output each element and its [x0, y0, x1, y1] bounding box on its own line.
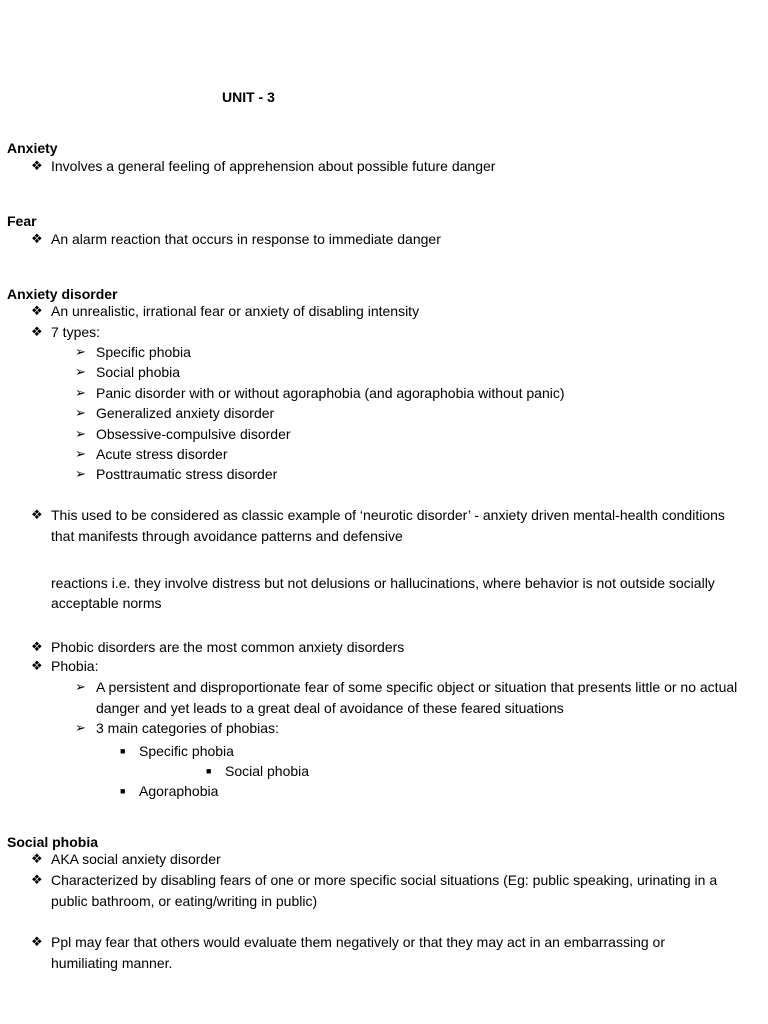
- paragraph-line: acceptable norms: [51, 595, 162, 611]
- arrow-bullet-icon: ➢: [75, 679, 86, 694]
- square-bullet-icon: ■: [206, 766, 212, 776]
- diamond-bullet-icon: ❖: [31, 324, 43, 339]
- arrow-bullet-icon: ➢: [75, 446, 86, 461]
- type-item: Posttraumatic stress disorder: [96, 466, 278, 482]
- diamond-bullet-icon: ❖: [31, 303, 43, 318]
- type-item: Specific phobia: [96, 344, 191, 360]
- paragraph-line: public bathroom, or eating/writing in public): [51, 893, 318, 909]
- paragraph-line: Characterized by disabling fears of one or more specific social situations (Eg: public speaking, urinating in a: [51, 872, 718, 888]
- paragraph-line: danger and yet leads to a great deal of avoidance of these feared situations: [96, 700, 564, 716]
- diamond-bullet-icon: ❖: [31, 934, 43, 949]
- bullet-text: 3 main categories of phobias:: [96, 720, 279, 736]
- arrow-bullet-icon: ➢: [75, 385, 86, 400]
- arrow-bullet-icon: ➢: [75, 426, 86, 441]
- heading-anxiety-disorder: Anxiety disorder: [7, 286, 118, 302]
- diamond-bullet-icon: ❖: [31, 158, 43, 173]
- arrow-bullet-icon: ➢: [75, 405, 86, 420]
- paragraph-line: A persistent and disproportionate fear of some specific object or situation that presents little or no actual: [96, 679, 738, 695]
- bullet-text: Phobia:: [51, 658, 99, 674]
- heading-social-phobia: Social phobia: [7, 834, 99, 850]
- heading-anxiety: Anxiety: [7, 140, 58, 156]
- type-item: Obsessive-compulsive disorder: [96, 426, 291, 442]
- arrow-bullet-icon: ➢: [75, 364, 86, 379]
- paragraph-line: humiliating manner.: [51, 955, 173, 971]
- page-title: UNIT - 3: [222, 89, 275, 105]
- bullet-text: 7 types:: [51, 324, 101, 340]
- diamond-bullet-icon: ❖: [31, 851, 43, 866]
- diamond-bullet-icon: ❖: [31, 507, 43, 522]
- square-bullet-icon: ■: [120, 746, 126, 756]
- bullet-text: AKA social anxiety disorder: [51, 851, 221, 867]
- diamond-bullet-icon: ❖: [31, 658, 43, 673]
- square-bullet-icon: ■: [120, 786, 126, 796]
- bullet-text: Phobic disorders are the most common anxiety disorders: [51, 639, 405, 655]
- arrow-bullet-icon: ➢: [75, 466, 86, 481]
- bullet-text: Involves a general feeling of apprehension about possible future danger: [51, 158, 496, 174]
- diamond-bullet-icon: ❖: [31, 639, 43, 654]
- heading-fear: Fear: [7, 213, 37, 229]
- arrow-bullet-icon: ➢: [75, 344, 86, 359]
- type-item: Acute stress disorder: [96, 446, 228, 462]
- type-item: Social phobia: [96, 364, 181, 380]
- diamond-bullet-icon: ❖: [31, 231, 43, 246]
- paragraph-line: This used to be considered as classic example of ‘neurotic disorder’ - anxiety driven mental-health conditions: [51, 507, 725, 523]
- category-item: Specific phobia: [139, 743, 234, 759]
- category-item: Agoraphobia: [139, 783, 219, 799]
- arrow-bullet-icon: ➢: [75, 720, 86, 735]
- bullet-text: An alarm reaction that occurs in response to immediate danger: [51, 231, 441, 247]
- type-item: Generalized anxiety disorder: [96, 405, 275, 421]
- paragraph-line: that manifests through avoidance patterns and defensive: [51, 528, 403, 544]
- paragraph-line: Ppl may fear that others would evaluate them negatively or that they may act in an embarrassing or: [51, 934, 665, 950]
- type-item: Panic disorder with or without agoraphobia (and agoraphobia without panic): [96, 385, 565, 401]
- bullet-text: An unrealistic, irrational fear or anxiety of disabling intensity: [51, 303, 420, 319]
- diamond-bullet-icon: ❖: [31, 872, 43, 887]
- category-item: Social phobia: [225, 763, 310, 779]
- paragraph-line: reactions i.e. they involve distress but not delusions or hallucinations, where behavior is not outside socially: [51, 575, 715, 591]
